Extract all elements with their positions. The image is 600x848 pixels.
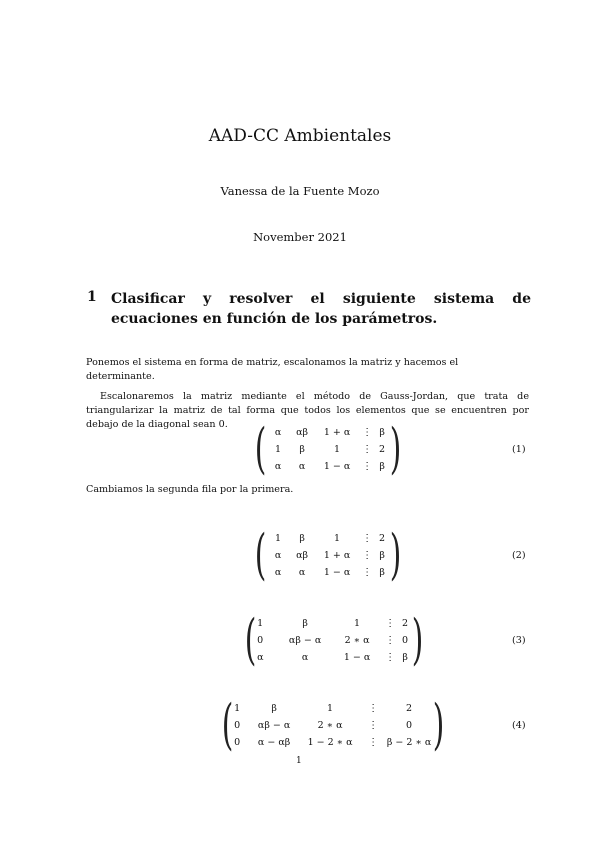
matrix-cell: 1	[334, 443, 341, 455]
matrix-equation-4	[217, 693, 449, 756]
equation-label-3: (3)	[512, 635, 526, 646]
left-paren: (	[244, 608, 257, 671]
right-paren: )	[411, 608, 424, 671]
matrix-cell: α	[298, 566, 306, 578]
matrix-cell: α	[274, 460, 282, 472]
matrix-separator: ⋮	[362, 566, 373, 578]
matrix-cell: 0	[234, 736, 241, 748]
paragraph-gauss-jordan: Escalonaremos la matriz mediante el método de Gauss-Jordan, que trata de triangularizar la matriz de tal forma que todos los elementos que se encuentren por debajo de la diagonal sean 0.	[86, 391, 529, 430]
matrix-separator: ⋮	[385, 617, 396, 629]
matrix-separator: ⋮	[368, 702, 379, 714]
matrix-cell: 0	[406, 719, 413, 731]
left-paren: (	[254, 523, 267, 586]
matrix-cell: 1	[275, 532, 282, 544]
matrix-cell: 1 + α	[323, 549, 351, 561]
matrix-separator: ⋮	[362, 426, 373, 438]
document-title: AAD-CC Ambientales	[208, 126, 392, 146]
equation-label-1: (1)	[512, 444, 526, 455]
matrix-cell: 1	[234, 702, 241, 714]
paragraph-swap-rows: Cambiamos la segunda fila por la primera.	[86, 484, 294, 495]
matrix-cell: α	[298, 460, 306, 472]
matrix-cell: 1 − α	[323, 460, 351, 472]
matrix-cell: α − αβ	[257, 736, 291, 748]
matrix-cell: αβ	[296, 549, 309, 561]
right-paren: )	[432, 693, 445, 756]
matrix-separator: ⋮	[368, 719, 379, 731]
matrix-cell: β	[299, 532, 305, 544]
matrix-cell: 1 − α	[343, 651, 371, 663]
matrix-cell: αβ − α	[257, 719, 291, 731]
left-paren: (	[221, 693, 234, 756]
right-paren: )	[389, 523, 402, 586]
matrix-cell: 1	[257, 617, 264, 629]
matrix-cell: 2 ∗ α	[344, 634, 370, 646]
matrix-cell: 0	[234, 719, 241, 731]
matrix-cell: 1	[354, 617, 361, 629]
matrix-cell: β	[299, 443, 305, 455]
matrix-equation-3	[240, 608, 428, 671]
matrix-cell: β	[402, 651, 408, 663]
paragraph-intro: Ponemos el sistema en forma de matriz, escalonamos la matriz y hacemos el determinante.	[86, 357, 459, 382]
matrix-cell: 1	[327, 702, 334, 714]
matrix-cell: 1	[275, 443, 282, 455]
matrix-cell: 2	[379, 443, 386, 455]
matrix-cell: α	[301, 651, 309, 663]
right-paren: )	[389, 417, 402, 480]
matrix-separator: ⋮	[362, 460, 373, 472]
matrix-separator: ⋮	[368, 736, 379, 748]
matrix-cell: β	[379, 566, 385, 578]
left-paren: (	[254, 417, 267, 480]
equation-label-2: (2)	[512, 550, 526, 561]
matrix-cell: α	[274, 549, 282, 561]
matrix-cell: 0	[257, 634, 264, 646]
matrix-separator: ⋮	[362, 443, 373, 455]
section-title: Clasificar y resolver el siguiente sistema de ecuaciones en función de los parámetros.	[111, 291, 531, 327]
matrix-cell: α	[257, 651, 264, 663]
matrix-cell: β	[379, 460, 385, 472]
matrix-separator: ⋮	[362, 549, 373, 561]
matrix-equation-1	[250, 417, 406, 480]
matrix-separator: ⋮	[362, 532, 373, 544]
matrix-cell: 2	[402, 617, 409, 629]
matrix-cell: αβ	[296, 426, 309, 438]
matrix-cell: 2	[379, 532, 386, 544]
matrix-cell: α	[274, 566, 282, 578]
matrix-cell: 1	[334, 532, 341, 544]
matrix-cell: 1 − α	[323, 566, 351, 578]
page-number: 1	[296, 756, 302, 766]
matrix-separator: ⋮	[385, 634, 396, 646]
equation-label-4: (4)	[512, 720, 526, 731]
section-number: 1	[87, 289, 97, 305]
matrix-cell: 1 − 2 ∗ α	[307, 736, 353, 748]
matrix-cell: β	[379, 549, 385, 561]
matrix-cell: β − 2 ∗ α	[386, 736, 432, 748]
matrix-cell: α	[274, 426, 282, 438]
matrix-cell: β	[379, 426, 385, 438]
matrix-separator: ⋮	[385, 651, 396, 663]
document-author: Vanessa de la Fuente Mozo	[220, 184, 380, 198]
matrix-cell: 0	[402, 634, 409, 646]
matrix-cell: β	[302, 617, 308, 629]
document-date: November 2021	[253, 230, 347, 244]
matrix-cell: 2 ∗ α	[317, 719, 343, 731]
matrix-cell: 2	[406, 702, 413, 714]
matrix-cell: β	[271, 702, 277, 714]
matrix-equation-2	[250, 523, 406, 586]
matrix-cell: 1 + α	[323, 426, 351, 438]
matrix-cell: αβ − α	[288, 634, 322, 646]
